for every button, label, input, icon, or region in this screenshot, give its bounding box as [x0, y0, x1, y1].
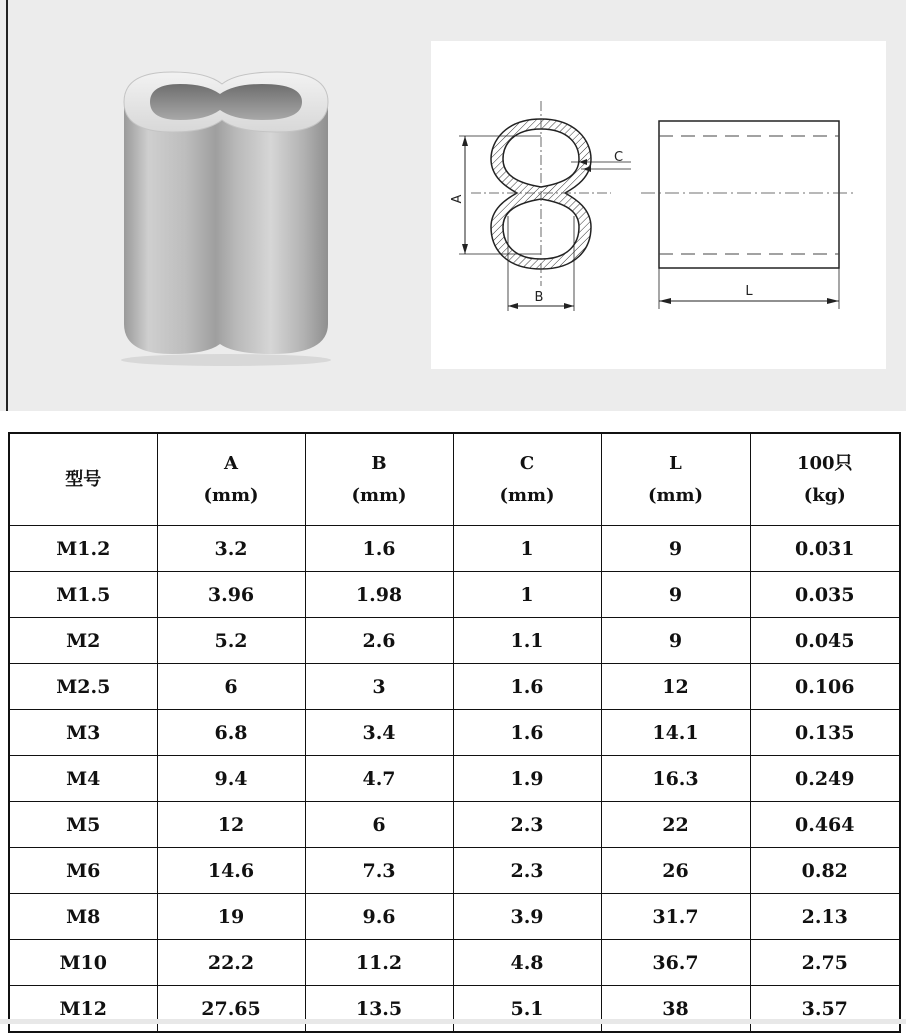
cell-model: M10	[9, 940, 157, 986]
cell-a: 27.65	[157, 986, 305, 1033]
top-image-panel	[0, 0, 906, 411]
cell-l: 9	[601, 526, 750, 572]
cell-l: 9	[601, 572, 750, 618]
cell-c: 3.9	[453, 894, 601, 940]
cell-c: 2.3	[453, 848, 601, 894]
header-c: C (mm)	[453, 433, 601, 526]
cell-c: 1	[453, 572, 601, 618]
cell-a: 22.2	[157, 940, 305, 986]
cell-model: M3	[9, 710, 157, 756]
cell-l: 26	[601, 848, 750, 894]
table-row	[9, 710, 900, 756]
table-header-row	[9, 433, 900, 526]
cell-model: M1.2	[9, 526, 157, 572]
cell-model: M2.5	[9, 664, 157, 710]
cell-l: 22	[601, 802, 750, 848]
spec-table	[8, 432, 901, 1033]
cell-a: 3.2	[157, 526, 305, 572]
cell-a: 19	[157, 894, 305, 940]
cell-weight: 3.57	[750, 986, 900, 1033]
table-row	[9, 756, 900, 802]
table-row	[9, 986, 900, 1033]
table-row	[9, 618, 900, 664]
bottom-strip	[0, 1019, 906, 1024]
cell-b: 3.4	[305, 710, 453, 756]
cell-l: 31.7	[601, 894, 750, 940]
header-b: B (mm)	[305, 433, 453, 526]
cell-b: 3	[305, 664, 453, 710]
cell-b: 13.5	[305, 986, 453, 1033]
cell-model: M2	[9, 618, 157, 664]
header-model: 型号	[9, 433, 157, 526]
cell-model: M1.5	[9, 572, 157, 618]
cell-l: 38	[601, 986, 750, 1033]
cell-model: M5	[9, 802, 157, 848]
table-row	[9, 940, 900, 986]
cell-b: 9.6	[305, 894, 453, 940]
cell-a: 9.4	[157, 756, 305, 802]
dimension-b-label: B	[534, 290, 544, 305]
cell-model: M4	[9, 756, 157, 802]
cell-l: 16.3	[601, 756, 750, 802]
cell-l: 36.7	[601, 940, 750, 986]
cell-weight: 2.13	[750, 894, 900, 940]
cell-a: 6	[157, 664, 305, 710]
cell-c: 5.1	[453, 986, 601, 1033]
header-weight: 100只 (kg)	[750, 433, 900, 526]
cell-c: 1	[453, 526, 601, 572]
cell-b: 11.2	[305, 940, 453, 986]
cell-c: 2.3	[453, 802, 601, 848]
cell-l: 9	[601, 618, 750, 664]
left-border-line	[6, 0, 8, 411]
cell-b: 6	[305, 802, 453, 848]
table-row	[9, 664, 900, 710]
cell-weight: 2.75	[750, 940, 900, 986]
cell-b: 7.3	[305, 848, 453, 894]
cell-a: 6.8	[157, 710, 305, 756]
dimension-c-label: C	[614, 150, 624, 165]
cell-b: 1.98	[305, 572, 453, 618]
cell-weight: 0.045	[750, 618, 900, 664]
cell-l: 14.1	[601, 710, 750, 756]
cell-weight: 0.035	[750, 572, 900, 618]
table-row	[9, 894, 900, 940]
table-row	[9, 848, 900, 894]
cell-weight: 0.82	[750, 848, 900, 894]
cell-b: 4.7	[305, 756, 453, 802]
cell-weight: 0.464	[750, 802, 900, 848]
cross-section-view	[471, 101, 611, 286]
cell-c: 1.9	[453, 756, 601, 802]
cell-weight: 0.031	[750, 526, 900, 572]
header-a: A (mm)	[157, 433, 305, 526]
side-view	[641, 121, 856, 268]
cell-weight: 0.106	[750, 664, 900, 710]
cell-c: 4.8	[453, 940, 601, 986]
cell-b: 1.6	[305, 526, 453, 572]
cell-a: 14.6	[157, 848, 305, 894]
cell-a: 3.96	[157, 572, 305, 618]
spec-table-container	[8, 432, 899, 1019]
cell-b: 2.6	[305, 618, 453, 664]
table-row	[9, 572, 900, 618]
dimension-a-label: A	[450, 194, 465, 204]
header-l: L (mm)	[601, 433, 750, 526]
cell-model: M12	[9, 986, 157, 1033]
table-row	[9, 802, 900, 848]
dimension-l-label: L	[745, 284, 753, 299]
cell-l: 12	[601, 664, 750, 710]
cell-model: M6	[9, 848, 157, 894]
table-row	[9, 526, 900, 572]
technical-drawing	[431, 41, 886, 369]
dimension-l	[659, 268, 839, 309]
cell-model: M8	[9, 894, 157, 940]
ferrule-product-photo	[112, 62, 342, 372]
cell-a: 5.2	[157, 618, 305, 664]
cell-c: 1.1	[453, 618, 601, 664]
cell-c: 1.6	[453, 710, 601, 756]
cell-a: 12	[157, 802, 305, 848]
cell-weight: 0.135	[750, 710, 900, 756]
cell-c: 1.6	[453, 664, 601, 710]
cell-weight: 0.249	[750, 756, 900, 802]
